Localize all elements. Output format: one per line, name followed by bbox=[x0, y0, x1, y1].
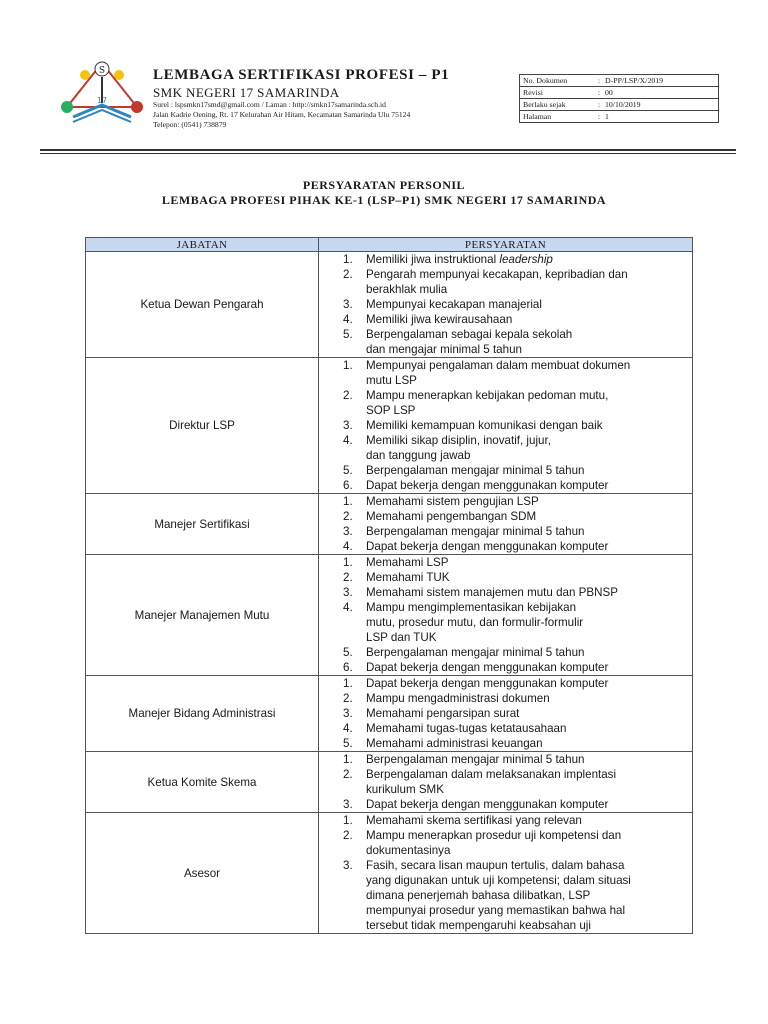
persyaratan-cell bbox=[319, 494, 693, 555]
item-number: 4. bbox=[343, 601, 353, 614]
item-number: 6. bbox=[343, 661, 353, 674]
jabatan-cell: Manejer Sertifikasi bbox=[86, 494, 319, 555]
item-line: Memiliki kemampuan komunikasi dengan baik bbox=[366, 419, 603, 432]
item-text bbox=[366, 555, 682, 570]
item-number: 4. bbox=[343, 540, 353, 553]
jabatan-cell: Ketua Komite Skema bbox=[86, 752, 319, 813]
item-number: 1. bbox=[343, 495, 353, 508]
item-line: Mampu menerapkan kebijakan pedoman mutu, bbox=[366, 389, 609, 402]
list-item bbox=[343, 691, 682, 706]
item-number: 3. bbox=[343, 798, 353, 811]
item-number: 3. bbox=[343, 859, 353, 872]
table-header-row bbox=[86, 238, 693, 252]
list-item bbox=[343, 585, 682, 600]
table-row bbox=[86, 358, 693, 494]
item-number: 5. bbox=[343, 646, 353, 659]
item-number: 2. bbox=[343, 571, 353, 584]
jabatan-cell: Direktur LSP bbox=[86, 358, 319, 494]
document-meta-table bbox=[519, 74, 719, 123]
item-text bbox=[366, 252, 682, 267]
item-line: Dapat bekerja dengan menggunakan komputer bbox=[366, 540, 609, 553]
list-item bbox=[343, 267, 682, 297]
item-text bbox=[366, 358, 682, 388]
item-number: 1. bbox=[343, 253, 353, 266]
item-line: Memahami administrasi keuangan bbox=[366, 737, 543, 750]
meta-label: Berlaku sejak bbox=[520, 99, 597, 111]
item-line: Memahami tugas-tugas ketatausahaan bbox=[366, 722, 567, 735]
item-text bbox=[366, 267, 682, 297]
header-divider bbox=[40, 149, 736, 151]
item-line: SOP LSP bbox=[366, 404, 416, 417]
item-line: Berpengalaman mengajar minimal 5 tahun bbox=[366, 753, 585, 766]
item-text bbox=[366, 327, 682, 357]
item-number: 3. bbox=[343, 525, 353, 538]
item-line: Pengarah mempunyai kecakapan, kepribadian dan bbox=[366, 268, 628, 281]
item-number: 1. bbox=[343, 359, 353, 372]
list-item bbox=[343, 509, 682, 524]
item-text bbox=[366, 797, 682, 812]
list-item bbox=[343, 418, 682, 433]
list-item bbox=[343, 494, 682, 509]
item-line: yang digunakan untuk uji kompetensi; dalam situasi bbox=[366, 874, 631, 887]
item-line: Memahami pengarsipan surat bbox=[366, 707, 520, 720]
item-line: Dapat bekerja dengan menggunakan komputer bbox=[366, 798, 609, 811]
item-line: Mempunyai kecakapan manajerial bbox=[366, 298, 542, 311]
item-line: Berpengalaman mengajar minimal 5 tahun bbox=[366, 464, 585, 477]
item-line: kurikulum SMK bbox=[366, 783, 444, 796]
item-text bbox=[366, 858, 682, 933]
item-number: 4. bbox=[343, 722, 353, 735]
item-number: 5. bbox=[343, 737, 353, 750]
jabatan-cell: Asesor bbox=[86, 813, 319, 934]
meta-label: Revisi bbox=[520, 87, 597, 99]
table-row bbox=[86, 555, 693, 676]
item-line: Dapat bekerja dengan menggunakan komputer bbox=[366, 479, 609, 492]
item-line: Mampu mengimplementasikan kebijakan bbox=[366, 601, 577, 614]
item-line: dimana penerjemah bahasa dilibatkan, LSP bbox=[366, 889, 591, 902]
persyaratan-cell bbox=[319, 252, 693, 358]
list-item bbox=[343, 645, 682, 660]
item-text bbox=[366, 509, 682, 524]
list-item bbox=[343, 327, 682, 357]
jabatan-cell: Manejer Manajemen Mutu bbox=[86, 555, 319, 676]
item-number: 2. bbox=[343, 389, 353, 402]
item-number: 1. bbox=[343, 556, 353, 569]
requirements-table bbox=[85, 237, 693, 934]
list-item bbox=[343, 524, 682, 539]
meta-value: D-PP/LSP/X/2019 bbox=[602, 75, 719, 87]
item-italic: leadership bbox=[499, 253, 553, 266]
item-text bbox=[366, 312, 682, 327]
item-line: Berpengalaman sebagai kepala sekolah bbox=[366, 328, 573, 341]
item-line: tersebut tidak mempengaruhi keabsahan uji bbox=[366, 919, 591, 932]
list-item bbox=[343, 767, 682, 797]
item-text bbox=[366, 388, 682, 418]
item-number: 2. bbox=[343, 768, 353, 781]
list-item bbox=[343, 433, 682, 463]
item-text bbox=[366, 767, 682, 797]
item-line: Fasih, secara lisan maupun tertulis, dalam bahasa bbox=[366, 859, 625, 872]
meta-value: 10/10/2019 bbox=[602, 99, 719, 111]
list-item bbox=[343, 570, 682, 585]
item-line: Memiliki jiwa kewirausahaan bbox=[366, 313, 513, 326]
meta-value: 1 bbox=[602, 111, 719, 123]
header-divider-thin bbox=[40, 153, 736, 154]
item-number: 5. bbox=[343, 464, 353, 477]
item-text bbox=[366, 691, 682, 706]
item-line: Memiliki sikap disiplin, inovatif, jujur, bbox=[366, 434, 551, 447]
item-number: 2. bbox=[343, 692, 353, 705]
table-row bbox=[86, 676, 693, 752]
meta-label: Halaman bbox=[520, 111, 597, 123]
item-line: Memahami sistem manajemen mutu dan PBNSP bbox=[366, 586, 618, 599]
item-text bbox=[366, 478, 682, 493]
meta-sep: : bbox=[597, 100, 601, 109]
header-persyaratan: PERSYARATAN bbox=[319, 238, 693, 252]
item-line: dan tanggung jawab bbox=[366, 449, 471, 462]
meta-row bbox=[520, 99, 719, 111]
item-text bbox=[366, 660, 682, 675]
list-item bbox=[343, 813, 682, 828]
item-number: 4. bbox=[343, 434, 353, 447]
org-title: LEMBAGA SERTIFIKASI PROFESI – P1 bbox=[153, 67, 450, 83]
item-text bbox=[366, 706, 682, 721]
meta-row bbox=[520, 75, 719, 87]
list-item bbox=[343, 752, 682, 767]
list-item bbox=[343, 539, 682, 554]
list-item bbox=[343, 797, 682, 812]
meta-sep: : bbox=[597, 112, 601, 121]
jabatan-cell: Ketua Dewan Pengarah bbox=[86, 252, 319, 358]
item-number: 2. bbox=[343, 268, 353, 281]
list-item bbox=[343, 252, 682, 267]
item-number: 2. bbox=[343, 510, 353, 523]
item-number: 1. bbox=[343, 753, 353, 766]
item-line: Dapat bekerja dengan menggunakan komputer bbox=[366, 661, 609, 674]
list-item bbox=[343, 660, 682, 675]
list-item bbox=[343, 600, 682, 645]
org-subtitle: SMK NEGERI 17 SAMARINDA bbox=[153, 85, 340, 100]
item-line: Berpengalaman mengajar minimal 5 tahun bbox=[366, 646, 585, 659]
list-item bbox=[343, 828, 682, 858]
item-line: Memahami sistem pengujian LSP bbox=[366, 495, 539, 508]
item-number: 1. bbox=[343, 814, 353, 827]
item-text bbox=[366, 828, 682, 858]
list-item bbox=[343, 736, 682, 751]
item-text bbox=[366, 721, 682, 736]
list-item bbox=[343, 358, 682, 388]
item-text bbox=[366, 645, 682, 660]
item-number: 3. bbox=[343, 298, 353, 311]
item-line: Berpengalaman dalam melaksanakan implentasi bbox=[366, 768, 617, 781]
item-line: mutu LSP bbox=[366, 374, 417, 387]
item-text bbox=[366, 463, 682, 478]
item-line: dokumentasinya bbox=[366, 844, 451, 857]
item-text bbox=[366, 736, 682, 751]
contact-address: Jalan Kadrie Oening, Rt. 17 Kelurahan Air Hitam, Kecamatan Samarinda Ulu 75124 bbox=[153, 110, 411, 119]
jabatan-cell: Manejer Bidang Administrasi bbox=[86, 676, 319, 752]
list-item bbox=[343, 312, 682, 327]
item-text bbox=[366, 585, 682, 600]
contact-phone: Telepon: (0541) 738879 bbox=[153, 120, 227, 129]
item-number: 3. bbox=[343, 419, 353, 432]
document-title: PERSYARATAN PERSONIL bbox=[302, 178, 466, 192]
item-line: Memahami pengembangan SDM bbox=[366, 510, 537, 523]
persyaratan-cell bbox=[319, 813, 693, 934]
svg-text:S: S bbox=[98, 66, 106, 76]
item-text bbox=[366, 433, 682, 463]
header-jabatan: JABATAN bbox=[86, 238, 319, 252]
item-number: 4. bbox=[343, 313, 353, 326]
table-row bbox=[86, 752, 693, 813]
list-item bbox=[343, 388, 682, 418]
document-subtitle: LEMBAGA PROFESI PIHAK KE-1 (LSP–P1) SMK NEGERI 17 SAMARINDA bbox=[161, 193, 607, 207]
table-row bbox=[86, 813, 693, 934]
item-line: dan mengajar minimal 5 tahun bbox=[366, 343, 522, 356]
item-number: 6. bbox=[343, 479, 353, 492]
item-text bbox=[366, 297, 682, 312]
lsp-logo bbox=[55, 55, 150, 130]
meta-label: No. Dokumen bbox=[520, 75, 597, 87]
item-text bbox=[366, 813, 682, 828]
item-line: Memahami LSP bbox=[366, 556, 449, 569]
item-text bbox=[366, 539, 682, 554]
item-text bbox=[366, 752, 682, 767]
meta-value: 00 bbox=[602, 87, 719, 99]
meta-sep: : bbox=[597, 76, 601, 85]
item-number: 5. bbox=[343, 328, 353, 341]
item-line: Berpengalaman mengajar minimal 5 tahun bbox=[366, 525, 585, 538]
item-text bbox=[366, 418, 682, 433]
item-line: Memiliki jiwa instruktional bbox=[366, 253, 500, 266]
item-text bbox=[366, 600, 682, 645]
item-number: 3. bbox=[343, 586, 353, 599]
list-item bbox=[343, 297, 682, 312]
item-text bbox=[366, 494, 682, 509]
item-line: berakhlak mulia bbox=[366, 283, 448, 296]
item-line: Dapat bekerja dengan menggunakan komputer bbox=[366, 677, 609, 690]
meta-row bbox=[520, 87, 719, 99]
item-text bbox=[366, 570, 682, 585]
item-line: mutu, prosedur mutu, dan formulir-formulir bbox=[366, 616, 584, 629]
item-number: 2. bbox=[343, 829, 353, 842]
item-number: 1. bbox=[343, 677, 353, 690]
list-item bbox=[343, 676, 682, 691]
item-line: Memahami TUK bbox=[366, 571, 450, 584]
item-line: mempunyai prosedur yang memastikan bahwa hal bbox=[366, 904, 626, 917]
item-text bbox=[366, 524, 682, 539]
list-item bbox=[343, 706, 682, 721]
list-item bbox=[343, 555, 682, 570]
persyaratan-cell bbox=[319, 555, 693, 676]
item-line: Mampu mengadministrasi dokumen bbox=[366, 692, 550, 705]
item-text bbox=[366, 676, 682, 691]
list-item bbox=[343, 858, 682, 933]
meta-sep: : bbox=[597, 88, 601, 97]
item-line: Memahami skema sertifikasi yang relevan bbox=[366, 814, 582, 827]
table-row bbox=[86, 252, 693, 358]
table-row bbox=[86, 494, 693, 555]
list-item bbox=[343, 478, 682, 493]
contact-email: Surel : lspsmkn17smd@gmail.com / Laman : http://smkn17samarinda.sch.id bbox=[153, 100, 386, 109]
persyaratan-cell bbox=[319, 358, 693, 494]
persyaratan-cell bbox=[319, 676, 693, 752]
item-line: Mampu menerapkan prosedur uji kompetensi dan bbox=[366, 829, 622, 842]
persyaratan-cell bbox=[319, 752, 693, 813]
item-number: 3. bbox=[343, 707, 353, 720]
meta-row bbox=[520, 111, 719, 123]
svg-text:17: 17 bbox=[96, 96, 108, 105]
item-line: Mempunyai pengalaman dalam membuat dokumen bbox=[366, 359, 631, 372]
list-item bbox=[343, 721, 682, 736]
item-line: LSP dan TUK bbox=[366, 631, 437, 644]
list-item bbox=[343, 463, 682, 478]
